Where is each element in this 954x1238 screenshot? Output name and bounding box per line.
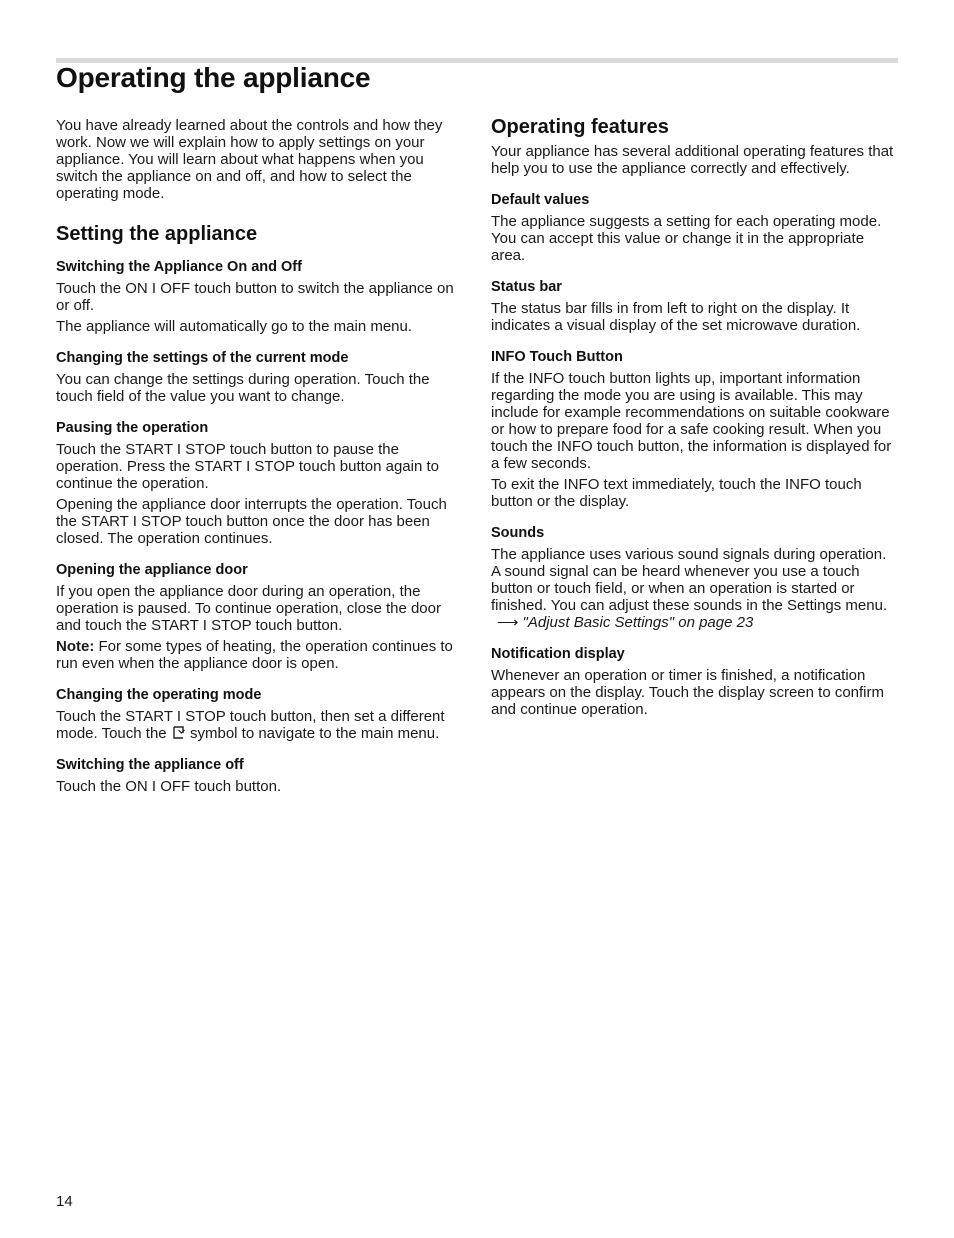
paragraph: Whenever an operation or timer is finished, a notification appears on the display. Touch the display screen to confirm and continue operation. — [491, 667, 885, 718]
paragraph: Touch the ON I OFF touch button. — [56, 778, 282, 795]
page-title: Operating the appliance — [56, 62, 371, 93]
paragraph: Your appliance has several additional operating features that help you to use the appliance correctly and effectively. — [491, 143, 894, 177]
sounds-text: The appliance uses various sound signals during operation. A sound signal can be heard whenever you use a touch button or touch field, or when an operation is started or finished. You can adjust these sounds in the Settings menu. — [491, 546, 888, 614]
note-text: For some types of heating, the operation continues to run even when the appliance door is open. — [56, 638, 453, 672]
paragraph: The appliance suggests a setting for each operating mode. You can accept this value or change it in the appropriate area. — [491, 213, 882, 264]
paragraph: If you open the appliance door during an operation, the operation is paused. To continue operation, close the door and touch the START I STOP touch button. — [56, 583, 441, 634]
paragraph: The appliance will automatically go to the main menu. — [56, 318, 413, 335]
paragraph — [56, 708, 461, 742]
heading-status-bar: Status bar — [491, 279, 562, 295]
paragraph: Opening the appliance door interrupts the operation. Touch the START I STOP touch button once the door has been closed. The operation continues. — [56, 496, 447, 547]
heading-notification-display: Notification display — [491, 646, 625, 662]
page-number: 14 — [56, 1193, 73, 1210]
section-title-features: Operating features — [491, 116, 669, 138]
right-column — [491, 116, 896, 722]
heading-switching-off: Switching the appliance off — [56, 757, 244, 773]
paragraph: To exit the INFO text immediately, touch the INFO touch button or the display. — [491, 476, 862, 510]
note-label: Note: — [56, 638, 95, 655]
arrow-right-icon: ⟶ — [497, 614, 519, 631]
paragraph: If the INFO touch button lights up, important information regarding the mode you are using is available. This may include for example recommendations on suitable cookware or how to prepare food for a safe cooking result. When you touch the INFO touch button, the information is displayed for a few seconds. — [491, 370, 892, 472]
intro-paragraph: You have already learned about the controls and how they work. Now we will explain how to apply settings on your appliance. You will learn about what happens when you switch the appliance on and off, and how to select the operating mode. — [56, 117, 443, 202]
heading-info-button: INFO Touch Button — [491, 349, 623, 365]
paragraph — [491, 546, 896, 631]
note-paragraph — [56, 638, 461, 672]
paragraph: Touch the START I STOP touch button to pause the operation. Press the START I STOP touch button again to continue the operation. — [56, 441, 440, 492]
paragraph: Touch the ON I OFF touch button to switch the appliance on or off. — [56, 280, 454, 314]
text-after-icon: symbol to navigate to the main menu. — [189, 725, 440, 742]
left-column — [56, 117, 461, 799]
paragraph: You can change the settings during operation. Touch the touch field of the value you want to change. — [56, 371, 430, 405]
heading-default-values: Default values — [491, 192, 590, 208]
heading-changing-settings: Changing the settings of the current mode — [56, 350, 349, 366]
back-arrow-icon — [171, 725, 186, 740]
cross-reference-link[interactable]: "Adjust Basic Settings" on page 23 — [522, 614, 754, 631]
heading-opening-door: Opening the appliance door — [56, 562, 248, 578]
heading-sounds: Sounds — [491, 525, 545, 541]
text-before-icon: Touch the START I STOP touch button, then set a different mode. Touch the — [56, 708, 445, 742]
paragraph: The status bar fills in from left to right on the display. It indicates a visual display of the set microwave duration. — [491, 300, 861, 334]
heading-pausing: Pausing the operation — [56, 420, 209, 436]
heading-changing-mode: Changing the operating mode — [56, 687, 262, 703]
heading-switching-on-off: Switching the Appliance On and Off — [56, 259, 302, 275]
section-title-setting: Setting the appliance — [56, 223, 258, 245]
